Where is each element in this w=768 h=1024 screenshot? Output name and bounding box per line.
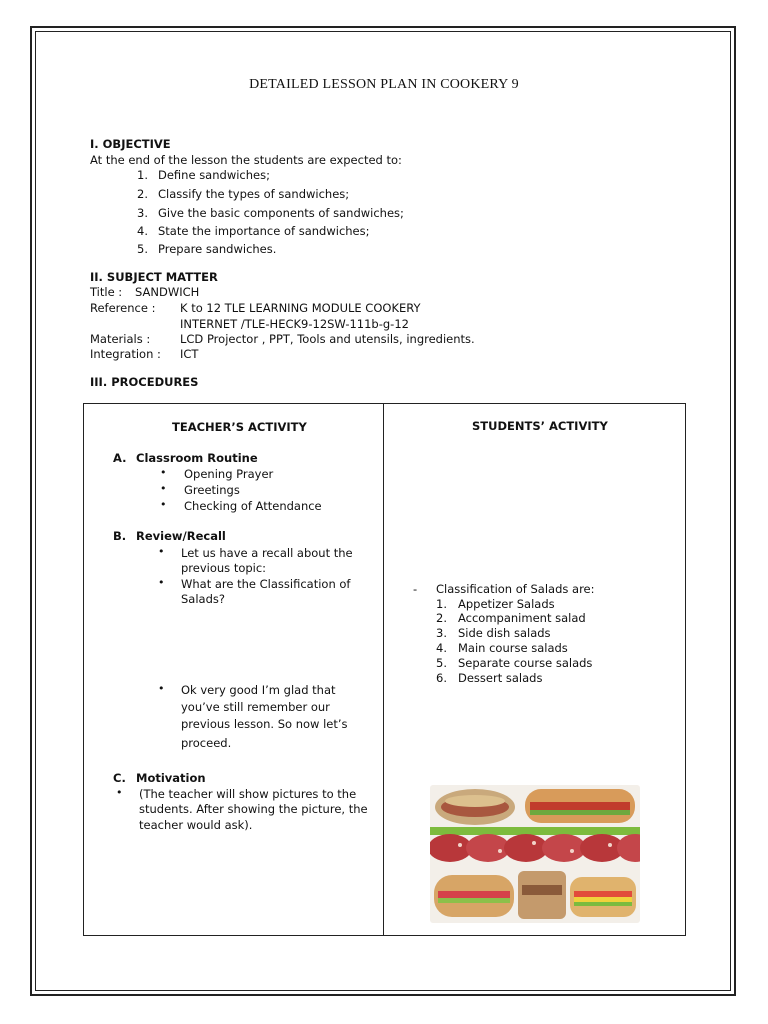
section-b-bullet1-line1: Let us have a recall about the xyxy=(181,546,353,560)
objective-num-3: 3. xyxy=(137,206,148,220)
section-a-item-3: Checking of Attendance xyxy=(184,499,322,513)
students-salads-heading: Classification of Salads are: xyxy=(436,582,595,596)
students-dash: - xyxy=(413,582,418,596)
objective-num-5: 5. xyxy=(137,242,148,256)
section-b-bullet2-line2: Salads? xyxy=(181,592,225,606)
subject-reference-value-2: INTERNET /TLE-HECK9-12SW-111b-g-12 xyxy=(180,317,409,331)
objective-heading: I. OBJECTIVE xyxy=(90,137,171,151)
objective-num-4: 4. xyxy=(137,224,148,238)
objective-num-1: 1. xyxy=(137,168,148,182)
section-a-title: Classroom Routine xyxy=(136,451,258,465)
section-b-title: Review/Recall xyxy=(136,529,226,543)
salad-item-2: Accompaniment salad xyxy=(458,611,586,625)
section-c-line1: (The teacher will show pictures to the xyxy=(139,787,357,801)
bullet-icon: • xyxy=(160,466,167,479)
section-b-bullet3-line1: Ok very good I’m glad that xyxy=(181,683,336,697)
document-title: DETAILED LESSON PLAN IN COOKERY 9 xyxy=(249,77,519,92)
salad-num-4: 4. xyxy=(436,641,447,655)
subject-title-label: Title : xyxy=(90,285,123,299)
objective-item-4: State the importance of sandwiches; xyxy=(158,224,370,238)
salad-num-2: 2. xyxy=(436,611,447,625)
sandwich-collage-graphic xyxy=(430,785,640,923)
salad-item-5: Separate course salads xyxy=(458,656,593,670)
objective-item-2: Classify the types of sandwiches; xyxy=(158,187,350,201)
subject-integration-value: ICT xyxy=(180,347,199,361)
procedures-table-divider xyxy=(383,403,384,936)
section-b-bullet2-line1: What are the Classification of xyxy=(181,577,351,591)
salad-item-1: Appetizer Salads xyxy=(458,597,555,611)
salad-item-3: Side dish salads xyxy=(458,626,551,640)
subject-matter-heading: II. SUBJECT MATTER xyxy=(90,270,218,284)
salad-num-1: 1. xyxy=(436,597,447,611)
subject-reference-value-1: K to 12 TLE LEARNING MODULE COOKERY xyxy=(180,301,421,315)
subject-integration-label: Integration : xyxy=(90,347,161,361)
bullet-icon: • xyxy=(158,576,165,589)
section-b-letter: B. xyxy=(113,529,127,543)
bullet-icon: • xyxy=(160,482,167,495)
salad-num-6: 6. xyxy=(436,671,447,685)
section-b-bullet3-line2: you’ve still remember our xyxy=(181,700,330,714)
students-activity-header: STUDENTS’ ACTIVITY xyxy=(472,419,608,433)
procedures-heading: III. PROCEDURES xyxy=(90,375,199,389)
sandwich-collage-image xyxy=(430,785,640,923)
section-c-line3: teacher would ask). xyxy=(139,818,253,832)
objective-intro: At the end of the lesson the students are expected to: xyxy=(90,153,402,167)
section-c-title: Motivation xyxy=(136,771,206,785)
subject-materials-value: LCD Projector , PPT, Tools and utensils, ingredients. xyxy=(180,332,475,346)
salad-num-5: 5. xyxy=(436,656,447,670)
salad-item-6: Dessert salads xyxy=(458,671,543,685)
objective-item-1: Define sandwiches; xyxy=(158,168,270,182)
teacher-activity-header: TEACHER’S ACTIVITY xyxy=(172,420,307,434)
section-a-item-1: Opening Prayer xyxy=(184,467,274,481)
subject-reference-label: Reference : xyxy=(90,301,156,315)
subject-materials-label: Materials : xyxy=(90,332,151,346)
objective-num-2: 2. xyxy=(137,187,148,201)
bullet-icon: • xyxy=(158,682,165,695)
section-b-bullet3-line3: previous lesson. So now let’s xyxy=(181,717,348,731)
salad-num-3: 3. xyxy=(436,626,447,640)
bullet-icon: • xyxy=(116,786,123,799)
section-c-line2: students. After showing the picture, the xyxy=(139,802,368,816)
objective-item-5: Prepare sandwiches. xyxy=(158,242,277,256)
bullet-icon: • xyxy=(158,545,165,558)
section-a-item-2: Greetings xyxy=(184,483,240,497)
objective-item-3: Give the basic components of sandwiches; xyxy=(158,206,404,220)
section-b-bullet3-line4: proceed. xyxy=(181,736,232,750)
subject-title-value: SANDWICH xyxy=(135,285,200,299)
section-b-bullet1-line2: previous topic: xyxy=(181,561,267,575)
section-c-letter: C. xyxy=(113,771,126,785)
section-a-letter: A. xyxy=(113,451,127,465)
salad-item-4: Main course salads xyxy=(458,641,568,655)
bullet-icon: • xyxy=(160,498,167,511)
